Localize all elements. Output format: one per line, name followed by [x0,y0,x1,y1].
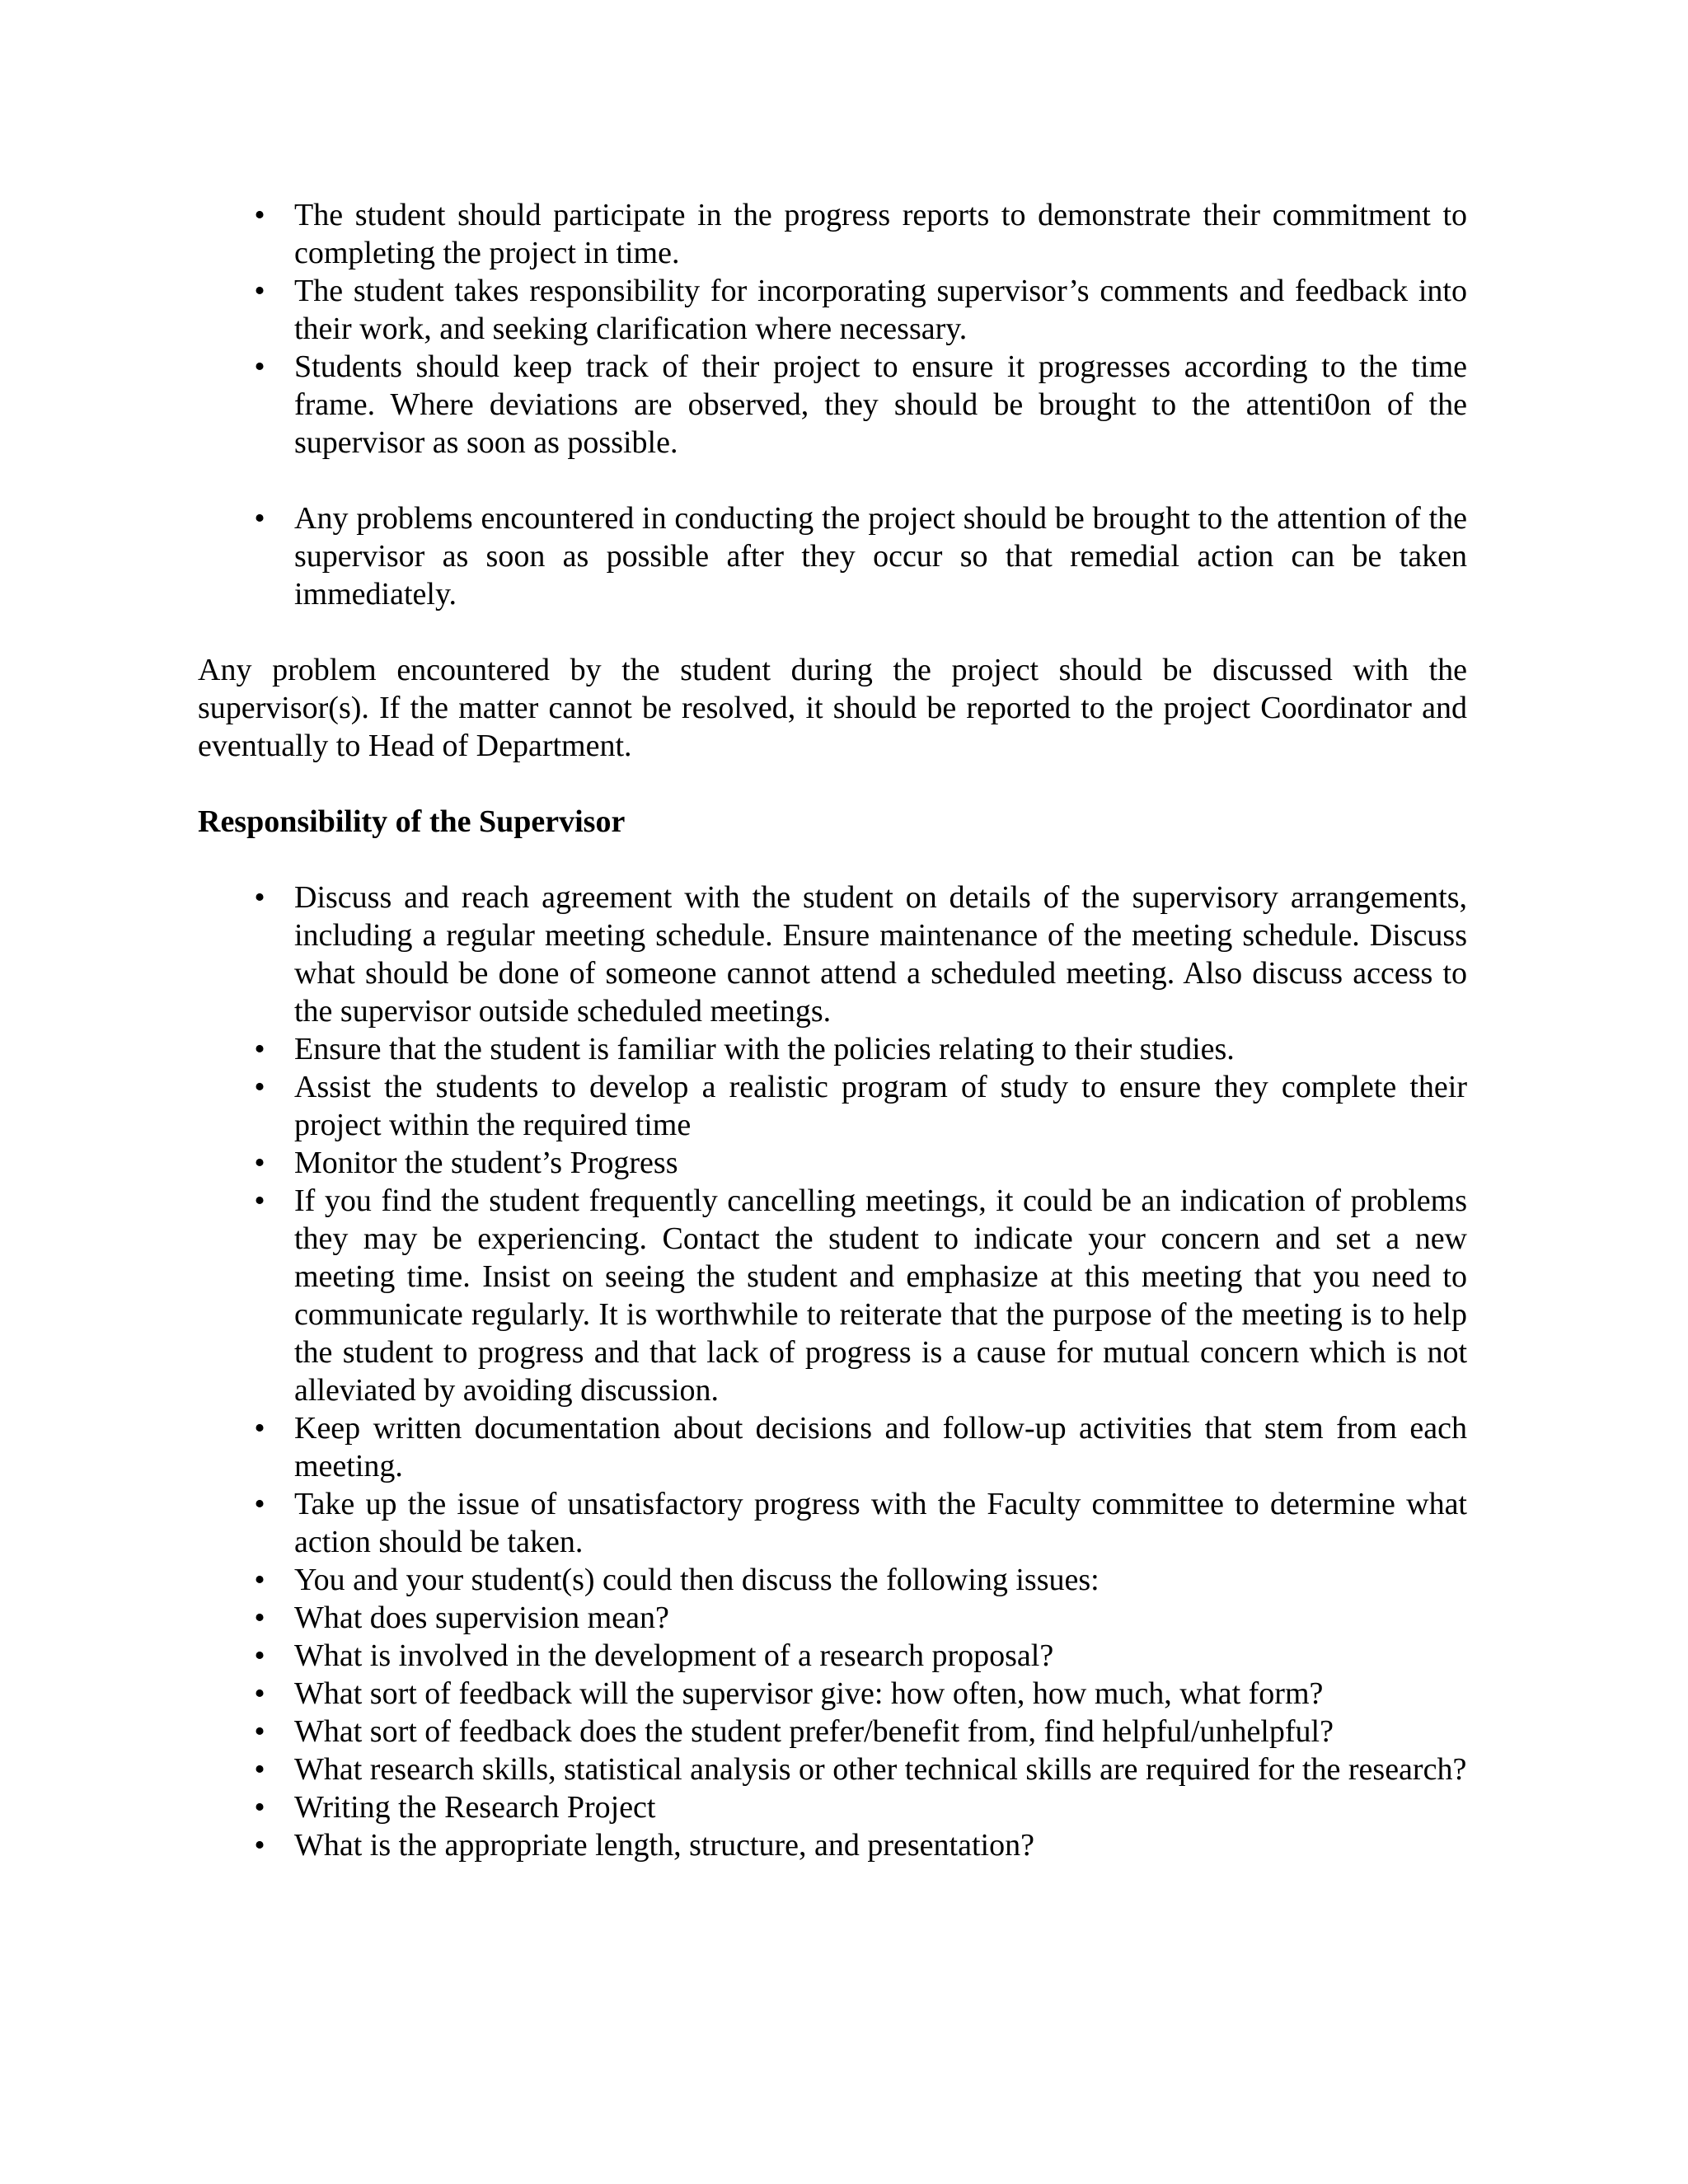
list-item-text: The student takes responsibility for incorporating supervisor’s comments and feedback into their work, and seeking clarification where necessary. [294,274,1467,346]
bullet-icon: • [254,1790,265,1825]
bullet-icon: • [254,1752,265,1787]
list-item [198,1826,1467,1864]
bullet-icon: • [254,1714,265,1749]
list-item [198,499,1467,613]
bullet-icon: • [254,198,265,232]
list-item [198,1750,1467,1788]
list-item-text: You and your student(s) could then discuss the following issues: [294,1563,1100,1597]
list-item [198,348,1467,462]
list-item [198,1409,1467,1485]
list-item-text: Ensure that the student is familiar with the policies relating to their studies. [294,1032,1235,1066]
bullet-icon: • [254,1563,265,1597]
list-item-text: The student should participate in the progress reports to demonstrate their commitment to completing the project in time. [294,198,1467,270]
list-item [198,1182,1467,1409]
list-item-text: Monitor the student’s Progress [294,1146,678,1180]
list-item-text: Take up the issue of unsatisfactory progress with the Faculty committee to determine what action should be taken. [294,1487,1467,1559]
list-item [198,1485,1467,1561]
bullet-icon: • [254,1032,265,1066]
list-item-text: What is involved in the development of a research proposal? [294,1638,1054,1673]
list-item-text: If you find the student frequently cancelling meetings, it could be an indication of problems they may be experiencing. Contact the student to indicate your concern and set a new meeting time. Insist on seeing the student and emphasize at this meeting that you need to communicate regularly. It is worthwhile to reiterate that the purpose of the meeting is to help the student to progress and that lack of progress is a cause for mutual concern which is not alleviated by avoiding discussion. [294,1183,1467,1408]
escalation-paragraph: Any problem encountered by the student during the project should be discussed with the supervisor(s). If the matter cannot be resolved, it should be reported to the project Coordinator and eventually to Head of Department. [198,653,1467,763]
section-heading: Responsibility of the Supervisor [198,804,626,839]
list-item-text: Assist the students to develop a realistic program of study to ensure they complete their project within the required time [294,1070,1467,1142]
list-item [198,196,1467,272]
bullet-icon: • [254,1070,265,1104]
bullet-icon: • [254,880,265,915]
bullet-icon: • [254,1487,265,1521]
list-item-text: Discuss and reach agreement with the student on details of the supervisory arrangements, including a regular meeting schedule. Ensure maintenance of the meeting schedule. Discuss what should be done of someone cannot attend a scheduled meeting. Also discuss access to the supervisor outside scheduled meetings. [294,880,1467,1029]
supervisor-responsibility-list [198,879,1467,1864]
list-item [198,1788,1467,1826]
list-item-text: Any problems encountered in conducting the project should be brought to the attention of the supervisor as soon as possible after they occur so that remedial action can be taken immediately. [294,501,1467,612]
list-item [198,879,1467,1030]
list-item-text: Keep written documentation about decisions and follow-up activities that stem from each meeting. [294,1411,1467,1483]
list-item-text: What research skills, statistical analysis or other technical skills are required for the research? [294,1752,1467,1787]
list-item [198,1713,1467,1750]
list-item [198,1637,1467,1675]
bullet-icon: • [254,1676,265,1711]
list-item [198,1068,1467,1144]
bullet-icon: • [254,1638,265,1673]
list-item-text: Students should keep track of their project to ensure it progresses according to the time frame. Where deviations are observed, they should be brought to the attenti0on of the supervisor as soon as possible. [294,349,1467,460]
bullet-icon: • [254,1828,265,1863]
list-item [198,1030,1467,1068]
list-item [198,1675,1467,1713]
bullet-icon: • [254,1411,265,1446]
list-item [198,1561,1467,1599]
bullet-icon: • [254,274,265,308]
list-item [198,1144,1467,1182]
list-item-text: What does supervision mean? [294,1601,669,1635]
list-item [198,272,1467,348]
bullet-icon: • [254,1183,265,1218]
bullet-icon: • [254,1601,265,1635]
bullet-icon: • [254,349,265,384]
student-responsibility-list [198,196,1467,613]
list-item-text: What sort of feedback will the supervisor give: how often, how much, what form? [294,1676,1324,1711]
document-page [198,196,1467,1864]
list-item-text: What is the appropriate length, structure, and presentation? [294,1828,1034,1863]
list-item-text: What sort of feedback does the student prefer/benefit from, find helpful/unhelpful? [294,1714,1334,1749]
list-item [198,1599,1467,1637]
list-item-text: Writing the Research Project [294,1790,656,1825]
bullet-icon: • [254,1146,265,1180]
bullet-icon: • [254,501,265,536]
